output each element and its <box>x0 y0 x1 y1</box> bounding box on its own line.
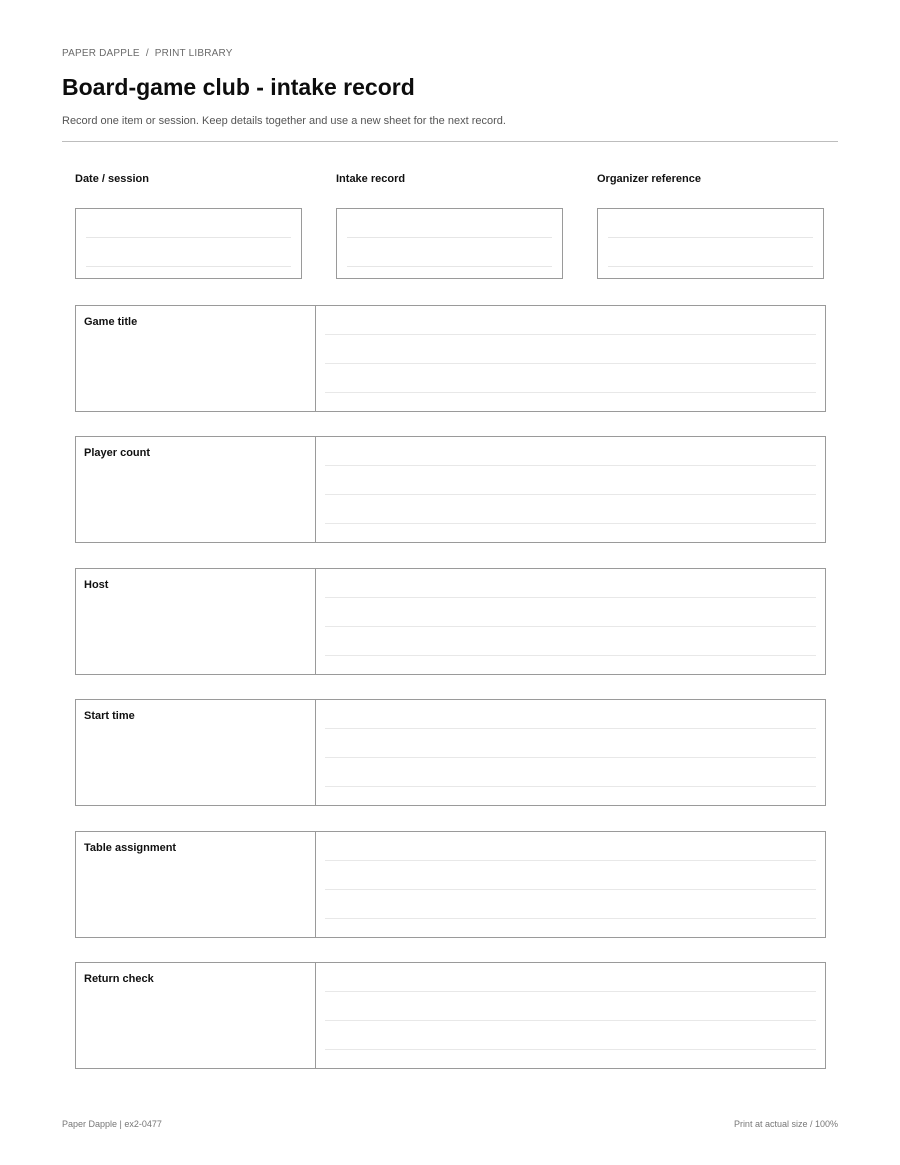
host-row <box>75 568 826 675</box>
row-label-cell <box>76 437 316 542</box>
date-session-label: Date / session <box>75 173 149 185</box>
footer-print-note: Print at actual size / 100% <box>733 1119 838 1129</box>
writing-line <box>325 392 816 393</box>
writing-line <box>325 523 816 524</box>
table-assignment-field[interactable] <box>316 832 825 937</box>
writing-line <box>325 626 816 627</box>
writing-line <box>325 860 816 861</box>
host-label: Host <box>84 579 109 591</box>
writing-line <box>325 786 816 787</box>
date-session-field[interactable] <box>75 208 302 279</box>
player-count-field[interactable] <box>316 437 825 542</box>
row-label-cell <box>76 832 316 937</box>
writing-line <box>347 266 552 267</box>
writing-line <box>325 991 816 992</box>
game-title-label: Game title <box>84 316 138 328</box>
writing-line <box>325 918 816 919</box>
writing-line <box>608 266 813 267</box>
header-divider <box>62 141 838 142</box>
writing-line <box>86 237 291 238</box>
return-check-label: Return check <box>84 973 154 985</box>
breadcrumb-item-library: PRINT LIBRARY <box>154 48 233 59</box>
player-count-label: Player count <box>84 447 151 459</box>
writing-line <box>325 889 816 890</box>
start-time-label: Start time <box>84 710 135 722</box>
breadcrumb-item-publisher: PAPER DAPPLE <box>62 48 140 59</box>
breadcrumb-separator: / <box>145 48 149 59</box>
row-label-cell <box>76 569 316 674</box>
page-subtitle: Record one item or session. Keep details together and use a new sheet for the next record. <box>62 115 506 127</box>
writing-line <box>325 363 816 364</box>
row-label-cell <box>76 963 316 1068</box>
writing-line <box>86 266 291 267</box>
return-check-row <box>75 962 826 1069</box>
return-check-field[interactable] <box>316 963 825 1068</box>
writing-line <box>325 1049 816 1050</box>
writing-line <box>608 237 813 238</box>
start-time-field[interactable] <box>316 700 825 805</box>
writing-line <box>325 597 816 598</box>
footer-source: Paper Dapple | ex2-0477 <box>62 1119 162 1129</box>
row-label-cell <box>76 700 316 805</box>
writing-line <box>325 655 816 656</box>
writing-line <box>347 237 552 238</box>
player-count-row <box>75 436 826 543</box>
writing-line <box>325 728 816 729</box>
host-field[interactable] <box>316 569 825 674</box>
intake-record-label: Intake record <box>336 173 406 185</box>
writing-line <box>325 1020 816 1021</box>
organizer-reference-field[interactable] <box>597 208 824 279</box>
game-title-field[interactable] <box>316 306 825 411</box>
writing-line <box>325 757 816 758</box>
writing-line <box>325 465 816 466</box>
table-assignment-label: Table assignment <box>84 842 177 854</box>
row-label-cell <box>76 306 316 411</box>
breadcrumb <box>62 48 233 59</box>
writing-line <box>325 334 816 335</box>
writing-line <box>325 494 816 495</box>
organizer-reference-label: Organizer reference <box>597 173 701 185</box>
game-title-row <box>75 305 826 412</box>
table-assignment-row <box>75 831 826 938</box>
intake-record-field[interactable] <box>336 208 563 279</box>
start-time-row <box>75 699 826 806</box>
page-title: Board-game club - intake record <box>62 74 415 100</box>
